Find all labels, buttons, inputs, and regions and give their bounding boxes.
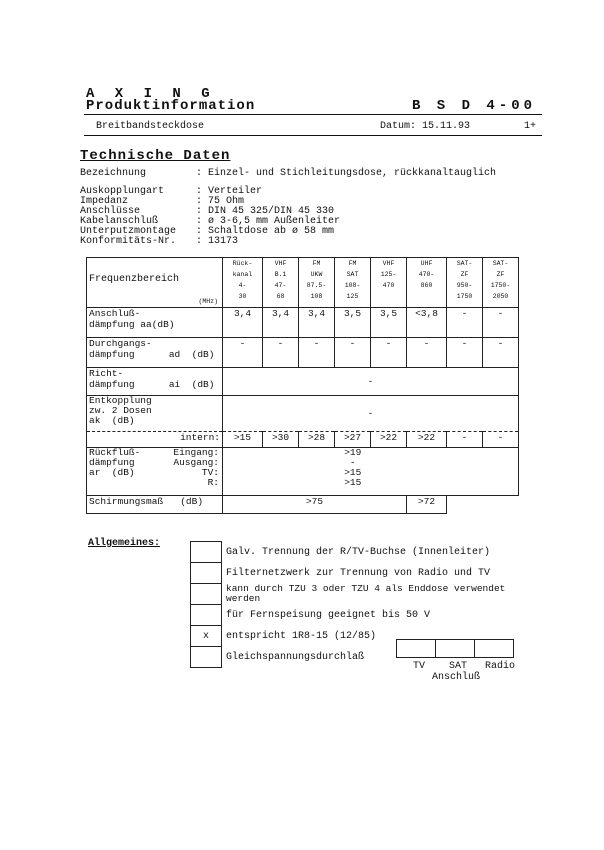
- connector-boxes: [397, 639, 514, 658]
- row-label-cell: [87, 448, 223, 496]
- value-cell: >28: [299, 432, 335, 448]
- value-cell: >75: [223, 496, 407, 514]
- option-row: [191, 584, 521, 605]
- frequency-header-row: [87, 258, 519, 308]
- spec-value: : Schaltdose ab ø 58 mm: [196, 226, 335, 237]
- spec-label: Auskopplungart: [80, 186, 165, 197]
- connector-box: [474, 639, 514, 658]
- option-text: Gleichspannungsdurchlaß: [226, 651, 365, 663]
- band-header: SAT- ZF 950- 1750: [447, 258, 483, 308]
- row-label: Entkopplung zw. 2 Dosen ak (dB): [87, 396, 223, 432]
- value-cell: 3,4: [223, 308, 263, 338]
- frequency-label: Frequenzbereich: [89, 274, 180, 285]
- option-row: [191, 605, 521, 626]
- row-label: Richt- dämpfung ai (dB): [87, 368, 223, 396]
- value-cell: -: [371, 338, 407, 368]
- value-cell: -: [483, 338, 519, 368]
- spec-label: Bezeichnung: [80, 168, 147, 179]
- intern-row: [87, 432, 519, 448]
- spec-value: : 75 Ohm: [196, 196, 245, 207]
- option-text: kann durch TZU 3 oder TZU 4 als Enddose verwendet werden: [226, 583, 506, 604]
- rueckfluss-row: [87, 448, 519, 496]
- checkbox: x: [191, 626, 222, 647]
- band-header: VHF 125- 470: [371, 258, 407, 308]
- checkbox: [191, 647, 222, 668]
- value-cell: >72: [407, 496, 447, 514]
- row-label: Anschluß- dämpfung aa(dB): [87, 308, 223, 338]
- spec-value: : Verteiler: [196, 186, 263, 197]
- connector-labels: TV SAT Radio: [413, 661, 516, 672]
- entkopplung-row: [87, 396, 519, 432]
- anschluss-row: [87, 308, 519, 338]
- frequency-label-cell: [87, 258, 223, 308]
- spec-label: Unterputzmontage: [80, 226, 177, 237]
- checkbox: [191, 563, 222, 584]
- brand-name: A X I N G: [86, 86, 216, 102]
- spec-value: : 13173: [196, 236, 239, 247]
- header-rule-bottom: [84, 135, 542, 136]
- spec-value: : Einzel- und Stichleitungsdose, rückkanaltauglich: [196, 168, 497, 179]
- header-rule-top: [84, 114, 542, 115]
- spec-value: : DIN 45 325/DIN 45 330: [196, 206, 335, 217]
- value-cell: 3,4: [299, 308, 335, 338]
- section-title: Technische Daten: [80, 148, 231, 164]
- durchgang-row: [87, 338, 519, 368]
- value-cell: -: [223, 338, 263, 368]
- option-text: für Fernspeisung geeignet bis 50 V: [226, 609, 431, 621]
- document-title: Produktinformation: [86, 98, 256, 114]
- document-date: Datum: 15.11.93: [380, 121, 471, 132]
- band-header: SAT- ZF 1750- 2050: [483, 258, 519, 308]
- value-cell: -: [447, 432, 483, 448]
- value-cell: -: [447, 308, 483, 338]
- value-cell: 3,4: [263, 308, 299, 338]
- value-cell: >30: [263, 432, 299, 448]
- spec-label: Anschlüsse: [80, 206, 141, 217]
- allgemeines-title: Allgemeines:: [88, 538, 161, 549]
- spec-value: : ø 3-6,5 mm Außenleiter: [196, 216, 341, 227]
- spec-label: Konformitäts-Nr.: [80, 236, 177, 247]
- page-number: 1+: [524, 121, 537, 132]
- value-cell: -: [483, 308, 519, 338]
- empty-cell: [447, 496, 519, 514]
- value-cell: <3,8: [407, 308, 447, 338]
- value-cell: -: [223, 368, 519, 396]
- band-header: UHF 470- 860: [407, 258, 447, 308]
- value-cell: >22: [371, 432, 407, 448]
- value-cell: >22: [407, 432, 447, 448]
- connector-box: [396, 639, 436, 658]
- option-text: Filternetzwerk zur Trennung von Radio und TV: [226, 567, 491, 579]
- row-label: Durchgangs- dämpfung ad (dB): [87, 338, 223, 368]
- value-cell: >15: [223, 432, 263, 448]
- row-label: Rückfluß- dämpfung ar (dB): [89, 447, 141, 478]
- value-cell: -: [447, 338, 483, 368]
- connector-box: [435, 639, 475, 658]
- band-header: FM UKW 87.5- 108: [299, 258, 335, 308]
- checkbox: [191, 605, 222, 626]
- product-code: B S D 4-00: [412, 98, 537, 114]
- port-labels: Eingang: Ausgang: TV: R:: [173, 447, 219, 488]
- value-cell: -: [299, 338, 335, 368]
- option-text: Galv. Trennung der R/TV-Buchse (Innenleiter): [226, 546, 491, 558]
- checkbox: [191, 584, 222, 605]
- product-name: Breitbandsteckdose: [96, 121, 205, 132]
- value-cell: -: [483, 432, 519, 448]
- option-row: [191, 542, 521, 563]
- value-cell: 3,5: [335, 308, 371, 338]
- schirm-row: [87, 496, 519, 514]
- checkbox: [191, 542, 222, 563]
- option-text: entspricht 1R8-15 (12/85): [226, 630, 377, 642]
- value-cell: -: [263, 338, 299, 368]
- value-cell: -: [335, 338, 371, 368]
- mhz-label: (MHz): [198, 298, 218, 305]
- spec-label: Impedanz: [80, 196, 129, 207]
- band-header: VHF B.1 47- 68: [263, 258, 299, 308]
- value-cell: 3,5: [371, 308, 407, 338]
- option-row: [191, 563, 521, 584]
- spec-label: Kabelanschluß: [80, 216, 159, 227]
- band-header: FM SAT 108- 125: [335, 258, 371, 308]
- value-cell: -: [407, 338, 447, 368]
- value-cell: >19 - >15 >15: [223, 448, 483, 496]
- connector-caption: Anschluß: [432, 672, 481, 683]
- value-cell: -: [223, 396, 519, 432]
- row-label: Schirmungsmaß (dB): [87, 496, 223, 514]
- empty-cell: [483, 448, 519, 496]
- row-label: intern:: [87, 432, 223, 448]
- band-header: Rück- kanal 4- 30: [223, 258, 263, 308]
- richt-row: [87, 368, 519, 396]
- value-cell: >27: [335, 432, 371, 448]
- spec-table: [86, 257, 519, 514]
